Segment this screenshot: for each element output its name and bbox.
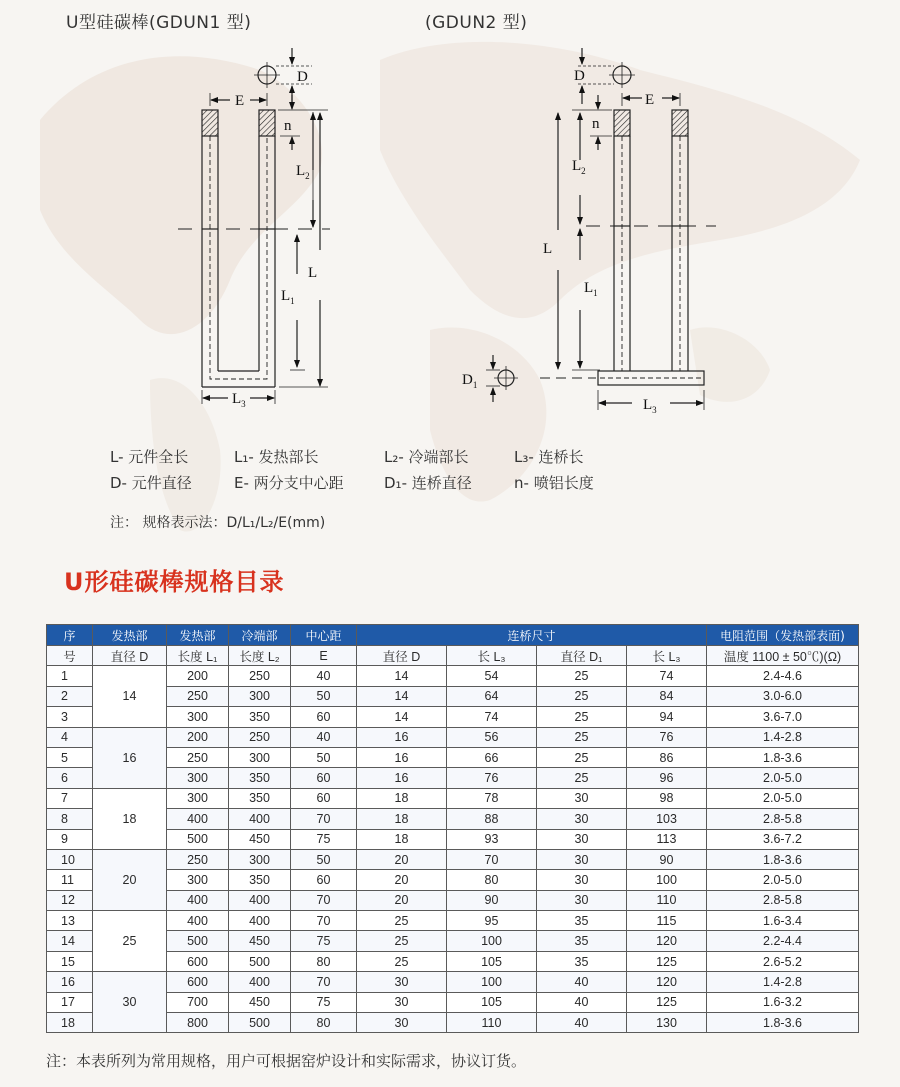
table-cell: 7 [47,788,93,808]
table-cell: 75 [291,931,357,951]
group-diameter-cell: 18 [93,788,167,849]
table-cell: 60 [291,788,357,808]
spec-table [46,624,859,1033]
header-cell: 电阻范围（发热部表面) [707,625,859,646]
table-cell: 350 [229,768,291,788]
table-cell: 14 [357,686,447,706]
table-cell: 200 [167,666,229,686]
table-cell: 30 [357,1013,447,1033]
header-cell: 连桥尺寸 [357,625,707,646]
table-cell: 98 [627,788,707,808]
table-cell: 400 [229,911,291,931]
label-d-right: D [574,68,585,84]
table-cell: 30 [357,992,447,1012]
header-cell: 序 [47,625,93,646]
legend-item: E- 两分支中心距 [234,474,344,492]
table-cell: 250 [167,686,229,706]
table-cell: 1.8-3.6 [707,1013,859,1033]
table-cell: 30 [537,890,627,910]
table-cell: 12 [47,890,93,910]
table-cell: 54 [447,666,537,686]
table-cell: 16 [357,768,447,788]
table-cell: 400 [167,890,229,910]
table-cell: 30 [537,849,627,869]
label-l1-right: $L_1$ [584,280,598,298]
table-cell: 60 [291,870,357,890]
table-cell: 40 [291,666,357,686]
group-diameter-cell: 25 [93,911,167,972]
table-cell: 18 [47,1013,93,1033]
spec-notation-note: 注： 规格表示法：D/L₁/L₂/E(mm) [110,515,326,531]
table-cell: 120 [627,931,707,951]
table-cell: 25 [357,911,447,931]
table-cell: 600 [167,972,229,992]
table-cell: 125 [627,951,707,971]
table-cell: 60 [291,768,357,788]
table-cell: 250 [167,747,229,767]
table-cell: 3.6-7.2 [707,829,859,849]
u-rod-drawings [0,0,900,420]
table-cell: 16 [357,747,447,767]
table-cell: 105 [447,992,537,1012]
table-cell: 66 [447,747,537,767]
table-cell: 78 [447,788,537,808]
table-cell: 300 [229,747,291,767]
header-cell: 冷端部 [229,625,291,646]
table-row [47,951,859,971]
table-cell: 1.4-2.8 [707,727,859,747]
group-diameter-cell: 20 [93,849,167,910]
table-cell: 2.0-5.0 [707,870,859,890]
table-cell: 100 [447,931,537,951]
subheader-cell: 长 L₃ [627,646,707,666]
header-row-bottom [47,646,859,666]
table-cell: 20 [357,849,447,869]
table-row [47,809,859,829]
table-cell: 30 [537,829,627,849]
group-diameter-cell: 16 [93,727,167,788]
table-cell: 20 [357,870,447,890]
table-cell: 25 [537,768,627,788]
subheader-cell: 温度 1100 ± 50℃)(Ω) [707,646,859,666]
table-cell: 88 [447,809,537,829]
table-cell: 450 [229,992,291,1012]
table-cell: 70 [291,809,357,829]
table-cell: 13 [47,911,93,931]
table-cell: 56 [447,727,537,747]
table-cell: 1.6-3.2 [707,992,859,1012]
table-cell: 35 [537,931,627,951]
table-cell: 30 [537,788,627,808]
table-cell: 40 [537,992,627,1012]
table-cell: 115 [627,911,707,931]
table-cell: 1.6-3.4 [707,911,859,931]
label-l3-right: $L_3$ [643,397,657,415]
table-cell: 500 [167,829,229,849]
table-cell: 3.6-7.0 [707,707,859,727]
legend-item: n- 喷铝长度 [514,474,594,492]
table-cell: 400 [167,911,229,931]
table-cell: 25 [537,686,627,706]
table-cell: 2.6-5.2 [707,951,859,971]
table-cell: 16 [47,972,93,992]
table-row [47,686,859,706]
table-cell: 500 [229,1013,291,1033]
table-cell: 125 [627,992,707,1012]
table-cell: 120 [627,972,707,992]
table-row [47,911,859,931]
table-cell: 300 [229,686,291,706]
footnote: 注：本表所列为常用规格，用户可根据窑炉设计和实际需求，协议订货。 [46,1052,527,1070]
table-cell: 1.8-3.6 [707,747,859,767]
table-cell: 2.8-5.8 [707,809,859,829]
table-cell: 300 [167,788,229,808]
table-cell: 350 [229,707,291,727]
table-cell: 800 [167,1013,229,1033]
table-cell: 86 [627,747,707,767]
table-cell: 4 [47,727,93,747]
table-cell: 96 [627,768,707,788]
legend-row-2 [0,472,900,494]
table-cell: 100 [627,870,707,890]
table-row [47,870,859,890]
subheader-cell: 长度 L₂ [229,646,291,666]
table-row [47,1013,859,1033]
label-l-right: L [543,241,553,257]
table-cell: 30 [537,809,627,829]
table-cell: 75 [291,829,357,849]
table-cell: 35 [537,951,627,971]
table-cell: 70 [291,890,357,910]
label-l-left: L [308,265,318,281]
table-cell: 70 [447,849,537,869]
table-cell: 80 [291,951,357,971]
table-cell: 250 [229,666,291,686]
table-cell: 25 [537,727,627,747]
table-cell: 300 [167,870,229,890]
table-cell: 700 [167,992,229,1012]
table-cell: 9 [47,829,93,849]
legend-row-1 [0,446,900,468]
legend-item: L₂- 冷端部长 [384,448,469,466]
table-row [47,788,859,808]
label-n-left: n [284,118,292,134]
legend-item: L₃- 连桥长 [514,448,584,466]
table-cell: 400 [229,972,291,992]
subheader-cell: 直径 D [93,646,167,666]
table-row [47,747,859,767]
table-cell: 103 [627,809,707,829]
table-cell: 450 [229,931,291,951]
header-cell: 发热部 [93,625,167,646]
table-cell: 14 [357,707,447,727]
table-cell: 1.8-3.6 [707,849,859,869]
table-cell: 50 [291,849,357,869]
table-cell: 25 [537,747,627,767]
table-cell: 500 [167,931,229,951]
table-cell: 100 [447,972,537,992]
table-cell: 8 [47,809,93,829]
table-cell: 500 [229,951,291,971]
table-cell: 25 [357,951,447,971]
section-title: U形硅碳棒规格目录 [64,568,285,596]
gdun1-drawing [178,48,330,404]
table-cell: 14 [47,931,93,951]
table-row [47,768,859,788]
table-cell: 2.2-4.4 [707,931,859,951]
table-cell: 250 [229,727,291,747]
label-l3-left: $L_3$ [232,391,246,409]
label-l1-left: $L_1$ [281,288,295,306]
diagram-title-gdun1: U型硅碳棒(GDUN1 型) [66,13,252,33]
table-cell: 110 [627,890,707,910]
table-cell: 350 [229,870,291,890]
table-cell: 18 [357,829,447,849]
table-cell: 95 [447,911,537,931]
table-cell: 110 [447,1013,537,1033]
table-cell: 94 [627,707,707,727]
table-cell: 40 [537,1013,627,1033]
table-row [47,931,859,951]
label-l2-right: $L_2$ [572,158,586,176]
table-cell: 105 [447,951,537,971]
table-cell: 40 [291,727,357,747]
table-cell: 84 [627,686,707,706]
table-cell: 450 [229,829,291,849]
group-diameter-cell: 14 [93,666,167,727]
table-cell: 93 [447,829,537,849]
table-cell: 1.4-2.8 [707,972,859,992]
table-cell: 300 [167,707,229,727]
table-cell: 60 [291,707,357,727]
table-cell: 20 [357,890,447,910]
subheader-cell: 长 L₃ [447,646,537,666]
table-cell: 18 [357,809,447,829]
label-e-right: E [645,92,655,108]
legend-item: D- 元件直径 [110,474,192,492]
label-e-left: E [235,93,245,109]
table-cell: 3.0-6.0 [707,686,859,706]
table-cell: 90 [447,890,537,910]
table-cell: 5 [47,747,93,767]
label-n-right: n [592,116,600,132]
subheader-cell: 直径 D₁ [537,646,627,666]
table-cell: 350 [229,788,291,808]
table-cell: 2.0-5.0 [707,768,859,788]
subheader-cell: 长度 L₁ [167,646,229,666]
diagram-title-gdun2: (GDUN2 型) [425,13,528,33]
table-cell: 200 [167,727,229,747]
header-row-top [47,625,859,646]
table-cell: 10 [47,849,93,869]
table-cell: 35 [537,911,627,931]
table-cell: 40 [537,972,627,992]
table-cell: 400 [229,809,291,829]
label-l2-left: $L_2$ [296,163,310,181]
group-diameter-cell: 30 [93,972,167,1033]
table-cell: 15 [47,951,93,971]
table-cell: 2 [47,686,93,706]
table-cell: 64 [447,686,537,706]
table-cell: 18 [357,788,447,808]
table-cell: 90 [627,849,707,869]
table-cell: 74 [447,707,537,727]
subheader-cell: E [291,646,357,666]
gdun2-drawing [486,48,716,410]
table-row [47,666,859,686]
table-cell: 70 [291,972,357,992]
table-cell: 25 [537,707,627,727]
table-cell: 14 [357,666,447,686]
table-cell: 1 [47,666,93,686]
table-cell: 300 [229,849,291,869]
legend-item: L₁- 发热部长 [234,448,319,466]
table-cell: 600 [167,951,229,971]
table-cell: 2.8-5.8 [707,890,859,910]
table-row [47,707,859,727]
table-cell: 2.0-5.0 [707,788,859,808]
table-cell: 113 [627,829,707,849]
table-cell: 250 [167,849,229,869]
table-cell: 16 [357,727,447,747]
table-cell: 25 [357,931,447,951]
table-cell: 6 [47,768,93,788]
spec-table-body [47,646,859,1033]
table-cell: 17 [47,992,93,1012]
subheader-cell: 直径 D [357,646,447,666]
table-cell: 80 [291,1013,357,1033]
label-d1-right: $D_1$ [462,372,478,390]
table-row [47,829,859,849]
table-row [47,727,859,747]
table-row [47,890,859,910]
table-cell: 25 [537,666,627,686]
table-cell: 76 [627,727,707,747]
table-cell: 74 [627,666,707,686]
table-row [47,972,859,992]
legend-item: D₁- 连桥直径 [384,474,472,492]
table-cell: 400 [229,890,291,910]
table-cell: 2.4-4.6 [707,666,859,686]
label-d-left: D [297,69,308,85]
table-cell: 76 [447,768,537,788]
table-row [47,992,859,1012]
table-cell: 30 [357,972,447,992]
table-cell: 130 [627,1013,707,1033]
table-cell: 50 [291,686,357,706]
table-cell: 50 [291,747,357,767]
table-cell: 30 [537,870,627,890]
table-cell: 70 [291,911,357,931]
header-cell: 发热部 [167,625,229,646]
table-row [47,849,859,869]
table-cell: 11 [47,870,93,890]
header-cell: 中心距 [291,625,357,646]
legend-item: L- 元件全长 [110,448,189,466]
table-cell: 3 [47,707,93,727]
table-cell: 75 [291,992,357,1012]
table-cell: 80 [447,870,537,890]
subheader-cell: 号 [47,646,93,666]
table-cell: 400 [167,809,229,829]
table-cell: 300 [167,768,229,788]
